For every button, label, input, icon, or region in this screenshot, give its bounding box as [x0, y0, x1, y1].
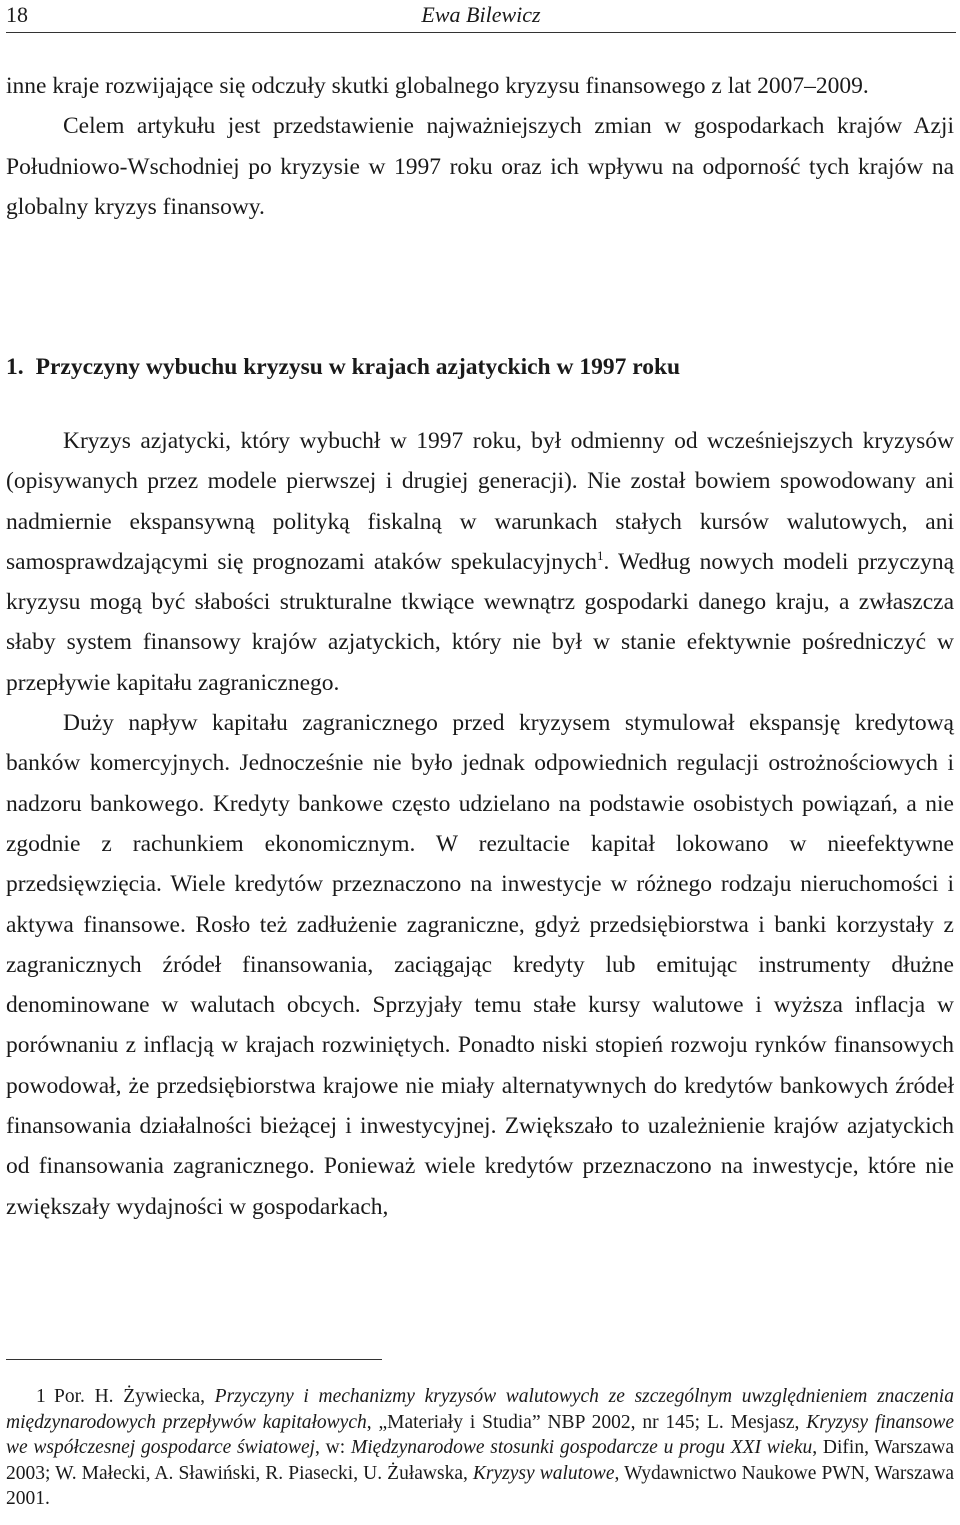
footnote-text: , Difin, Warszawa 2003; W. Małecki, A. Sławiński, R. Piasecki, U. Żuławska,: [6, 1437, 955, 1484]
footnote-title: Międzynarodowe stosunki gospodarcze u progu XXI wieku: [350, 1437, 813, 1459]
intro-paragraph: Celem artykułu jest przedstawienie najważniejszych zmian w gospodarkach krajów Azji Południowo-Wschodniej po kryzysie w 1997 roku oraz ich wpływu na odporność tych krajów na globalny kryzys finansowy.: [6, 113, 954, 220]
running-head: [6, 0, 956, 33]
page-number: 18: [6, 2, 28, 27]
footnote: [6, 1384, 954, 1512]
section-text: [6, 421, 954, 1227]
footnote-text: Por. H. Żywiecka,: [54, 1386, 215, 1407]
body-paragraph-text: . Według nowych modeli przyczyną kryzysu mogą być słabości strukturalne tkwiące wewnątrz gospodarki danego kraju, a zwłaszcza słaby system finansowy krajów azjatyckich, który nie był w stanie efektywnie pośredniczyć w przepływie kapitału zagranicznego.: [6, 548, 954, 696]
footnotes: [6, 1384, 954, 1512]
footnote-text: , Wydawnictwo Naukowe PWN, Warszawa 2001.: [6, 1462, 954, 1510]
section-title: Przyczyny wybuchu kryzysu w krajach azjatyckich w 1997 roku: [35, 354, 681, 380]
footnote-title: Kryzysy finansowe we współczesnej gospodarce światowej: [6, 1411, 954, 1459]
footnote-separator: [6, 1359, 382, 1360]
body-paragraph: [6, 421, 954, 703]
footnote-title: Przyczyny i mechanizmy kryzysów walutowych ze szczególnym uwzględnieniem znaczenia międzynarodowych przepływów kapitałowych: [6, 1386, 954, 1433]
intro-paragraph: inne kraje rozwijające się odczuły skutki globalnego kryzysu finansowego z lat 2007–2009.: [6, 73, 869, 99]
intro-text: [6, 66, 954, 227]
footnote-reference[interactable]: 1: [597, 547, 604, 563]
body-paragraph: Duży napływ kapitału zagranicznego przed kryzysem stymulował ekspansję kredytową banków komercyjnych. Jednocześnie nie było jednak odpowiednich regulacji ostrożnościowych i nadzoru bankowego. Kredyty bankowe często udzielano na podstawie osobistych powiązań, a nie zgodnie z rachunkiem ekonomicznym. W rezultacie kapitał lokowano w nieefektywne przedsięwzięcia. Wiele kredytów przeznaczono na inwestycje w różnego rodzaju nieruchomości i aktywa finansowe. Rosło też zadłużenie zagraniczne, gdyż przedsiębiorstwa i banki korzystały z zagranicznych źródeł finansowania, zaciągając kredyty lub emitując instrumenty dłużne denominowane w walutach obcych. Sprzyjały temu stałe kursy walutowe i wyższa inflacja w porównaniu z inflacją w krajach rozwiniętych. Ponadto niski stopień rozwoju rynków finansowych powodował, że przedsiębiorstwa krajowe nie miały alternatywnych do kredytów bankowych źródeł finansowania działalności bieżącej i inwestycyjnej. Zwiększało to uzależnienie krajów azjatyckich od finansowania zagranicznego. Ponieważ wiele kredytów przeznaczono na inwestycje, które nie zwiększały wydajności w gospodarkach,: [6, 710, 954, 1220]
running-head-author: Ewa Bilewicz: [421, 2, 541, 27]
footnote-text: , w:: [315, 1437, 351, 1459]
body-paragraph-text: Kryzys azjatycki, który wybuchł w 1997 roku, był odmienny od wcześniejszych kryzysów (opisywanych przez modele pierwszej i drugiej generacji). Nie został bowiem spowodowany ani nadmiernie ekspansywną polityką fiskalną w warunkach stałych kursów walutowych, ani samosprawdzającymi się prognozami ataków spekulacyjnych: [6, 428, 954, 575]
footnote-title: Kryzysy walutowe: [472, 1462, 615, 1484]
footnote-text: , „Materiały i Studia” NBP 2002, nr 145; L. Mesjasz,: [366, 1411, 807, 1433]
footnote-number: 1: [36, 1386, 46, 1407]
section-heading: [6, 347, 954, 387]
section-number: 1.: [6, 354, 24, 380]
